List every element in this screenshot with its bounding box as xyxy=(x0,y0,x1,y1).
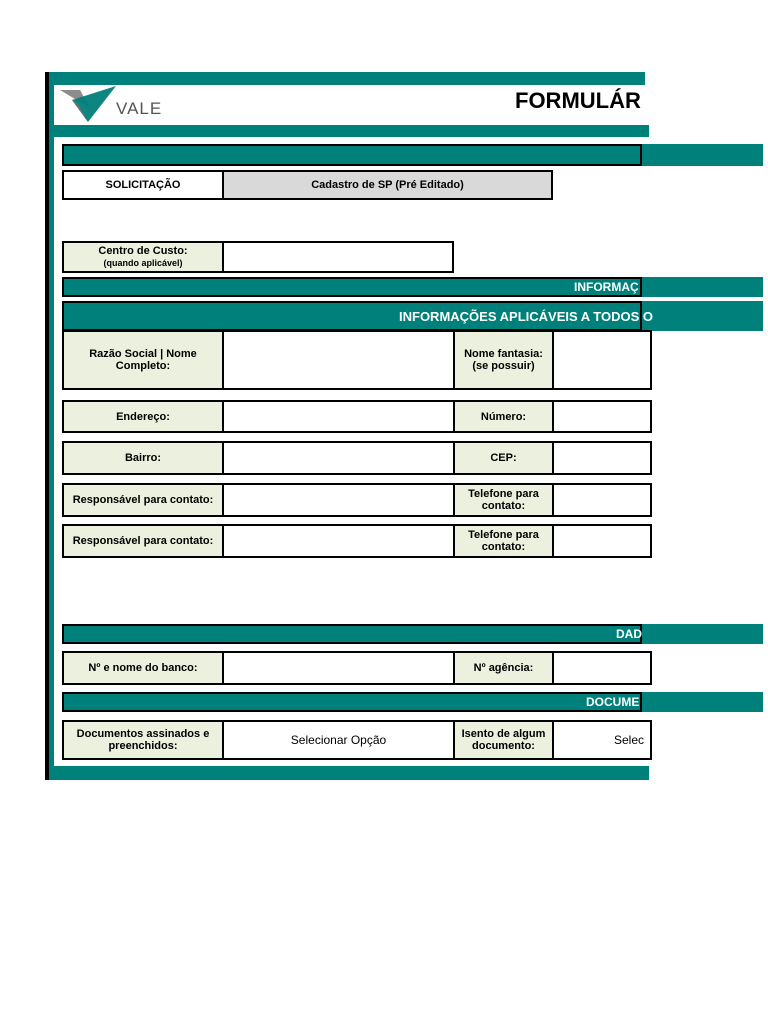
numero-input[interactable] xyxy=(552,400,652,433)
form-frame-header-bottom xyxy=(49,125,649,137)
solicitacao-label: SOLICITAÇÃO xyxy=(62,170,224,200)
agencia-label: Nº agência: xyxy=(453,651,554,685)
form-frame-top xyxy=(45,72,645,85)
solicitacao-select[interactable]: Cadastro de SP (Pré Editado) xyxy=(222,170,553,200)
form-frame-left-inner xyxy=(49,72,54,780)
section-bar-info-overflow xyxy=(630,277,763,297)
isento-documento-label: Isento de algum documento: xyxy=(453,720,554,760)
telefone-contato-2-label: Telefone para contato: xyxy=(453,524,554,558)
section-informacoes: INFORMAÇ xyxy=(62,277,642,297)
responsavel-contato-2-label: Responsável para contato: xyxy=(62,524,224,558)
section-dados: DAD xyxy=(62,624,642,644)
endereco-input[interactable] xyxy=(222,400,455,433)
section-documentos: DOCUME xyxy=(62,692,642,712)
razao-social-input[interactable] xyxy=(222,330,455,390)
nome-fantasia-input[interactable] xyxy=(552,330,652,390)
nome-fantasia-label: Nome fantasia: (se possuir) xyxy=(453,330,554,390)
documentos-assinados-select[interactable]: Selecionar Opção xyxy=(222,720,455,760)
telefone-contato-1-input[interactable] xyxy=(552,483,652,517)
responsavel-contato-1-input[interactable] xyxy=(222,483,455,517)
isento-documento-select[interactable]: Selec xyxy=(552,720,652,760)
responsavel-contato-1-label: Responsável para contato: xyxy=(62,483,224,517)
bairro-input[interactable] xyxy=(222,441,455,475)
telefone-contato-1-label: Telefone para contato: xyxy=(453,483,554,517)
bairro-label: Bairro: xyxy=(62,441,224,475)
numero-label: Número: xyxy=(453,400,554,433)
section-bar-documentos-overflow xyxy=(630,692,763,712)
section-aplicaveis: INFORMAÇÕES APLICÁVEIS A TODOS O xyxy=(62,301,642,331)
centro-custo-input[interactable] xyxy=(222,241,454,273)
centro-custo-label: Centro de Custo: (quando aplicável) xyxy=(62,241,224,273)
logo xyxy=(58,86,178,124)
cep-input[interactable] xyxy=(552,441,652,475)
form-title: FORMULÁR xyxy=(515,88,641,113)
section-bar-top-overflow xyxy=(630,144,763,166)
telefone-contato-2-input[interactable] xyxy=(552,524,652,558)
banco-input[interactable] xyxy=(222,651,455,685)
logo-text: VALE xyxy=(116,99,163,118)
cep-label: CEP: xyxy=(453,441,554,475)
responsavel-contato-2-input[interactable] xyxy=(222,524,455,558)
section-bar-dados-overflow xyxy=(630,624,763,644)
documentos-assinados-label: Documentos assinados e preenchidos: xyxy=(62,720,224,760)
agencia-input[interactable] xyxy=(552,651,652,685)
form-frame-bottom xyxy=(49,766,649,780)
razao-social-label: Razão Social | Nome Completo: xyxy=(62,330,224,390)
section-bar-top xyxy=(62,144,642,166)
endereco-label: Endereço: xyxy=(62,400,224,433)
banco-label: Nº e nome do banco: xyxy=(62,651,224,685)
